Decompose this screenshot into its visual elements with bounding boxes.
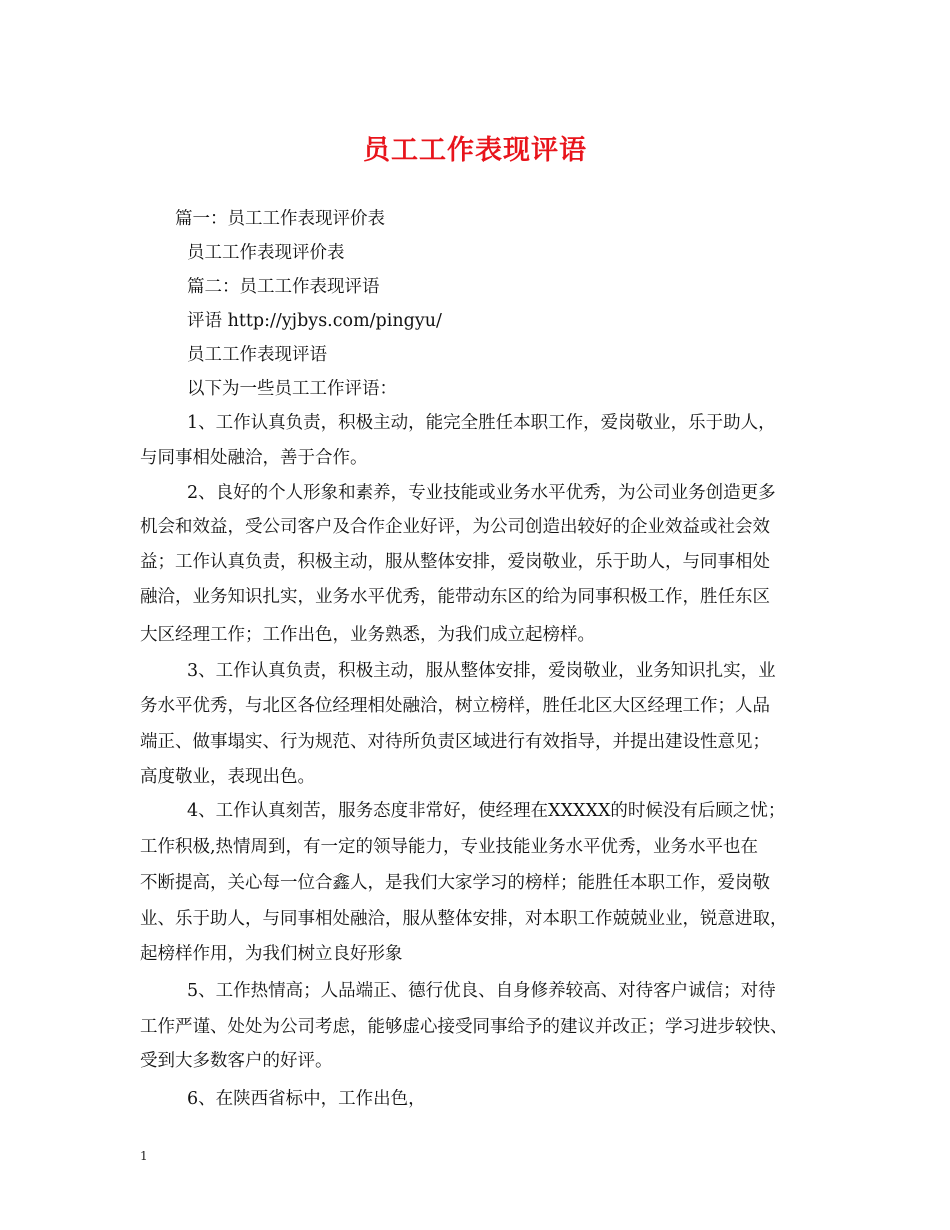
text-line: 融洽，业务知识扎实，业务水平优秀，能带动东区的给为同事积极工作，胜任东区 — [140, 587, 770, 607]
text-line: 不断提高，关心每一位合鑫人，是我们大家学习的榜样；能胜任本职工作，爱岗敬 — [140, 873, 770, 893]
text-line: 6、在陕西省标中，工作出色， — [187, 1089, 426, 1109]
text-line: 以下为一些员工工作评语： — [187, 379, 397, 399]
text-line: 起榜样作用，为我们树立良好形象 — [140, 944, 403, 964]
text-line: 员工工作表现评语 — [187, 345, 327, 365]
text-line: 大区经理工作；工作出色，业务熟悉，为我们成立起榜样。 — [140, 625, 595, 645]
text-line: 评语 http://yjbys.com/pingyu/ — [187, 311, 442, 331]
text-line: 益；工作认真负责，积极主动，服从整体安排，爱岗敬业，乐于助人，与同事相处 — [140, 552, 770, 572]
text-line: 1、工作认真负责，积极主动，能完全胜任本职工作，爱岗敬业，乐于助人， — [187, 413, 776, 433]
text-line: 篇二：员工工作表现评语 — [187, 277, 380, 297]
text-line: 员工工作表现评价表 — [187, 243, 345, 263]
text-line: 工作严谨、处处为公司考虑，能够虚心接受同事给予的建议并改正；学习进步较快、 — [140, 1017, 788, 1037]
page-number: 1 — [140, 1149, 148, 1163]
text-line: 受到大多数客户的好评。 — [140, 1051, 333, 1071]
text-line: 机会和效益，受公司客户及合作企业好评，为公司创造出较好的企业效益或社会效 — [140, 517, 770, 537]
document-title: 员工工作表现评语 — [363, 135, 587, 166]
text-line: 务水平优秀，与北区各位经理相处融洽，树立榜样，胜任北区大区经理工作；人品 — [140, 696, 770, 716]
text-line: 2、良好的个人形象和素养，专业技能或业务水平优秀，为公司业务创造更多 — [187, 483, 776, 503]
text-line: 3、工作认真负责，积极主动，服从整体安排，爱岗敬业，业务知识扎实，业 — [187, 661, 776, 681]
text-line: 端正、做事塌实、行为规范、对待所负责区域进行有效指导，并提出建设性意见； — [140, 732, 770, 752]
text-line: 高度敬业，表现出色。 — [140, 767, 315, 787]
text-line: 4、工作认真刻苦，服务态度非常好，使经理在XXXXX的时候没有后顾之忧； — [187, 801, 786, 821]
text-line: 业、乐于助人，与同事相处融洽，服从整体安排，对本职工作兢兢业业，锐意进取， — [140, 909, 788, 929]
text-line: 工作积极,热情周到，有一定的领导能力，专业技能业务水平优秀，业务水平也在 — [140, 837, 759, 857]
text-line: 5、工作热情高；人品端正、德行优良、自身修养较高、对待客户诚信；对待 — [187, 981, 776, 1001]
text-line: 与同事相处融洽，善于合作。 — [140, 448, 368, 468]
text-line: 篇一：员工工作表现评价表 — [175, 209, 385, 229]
